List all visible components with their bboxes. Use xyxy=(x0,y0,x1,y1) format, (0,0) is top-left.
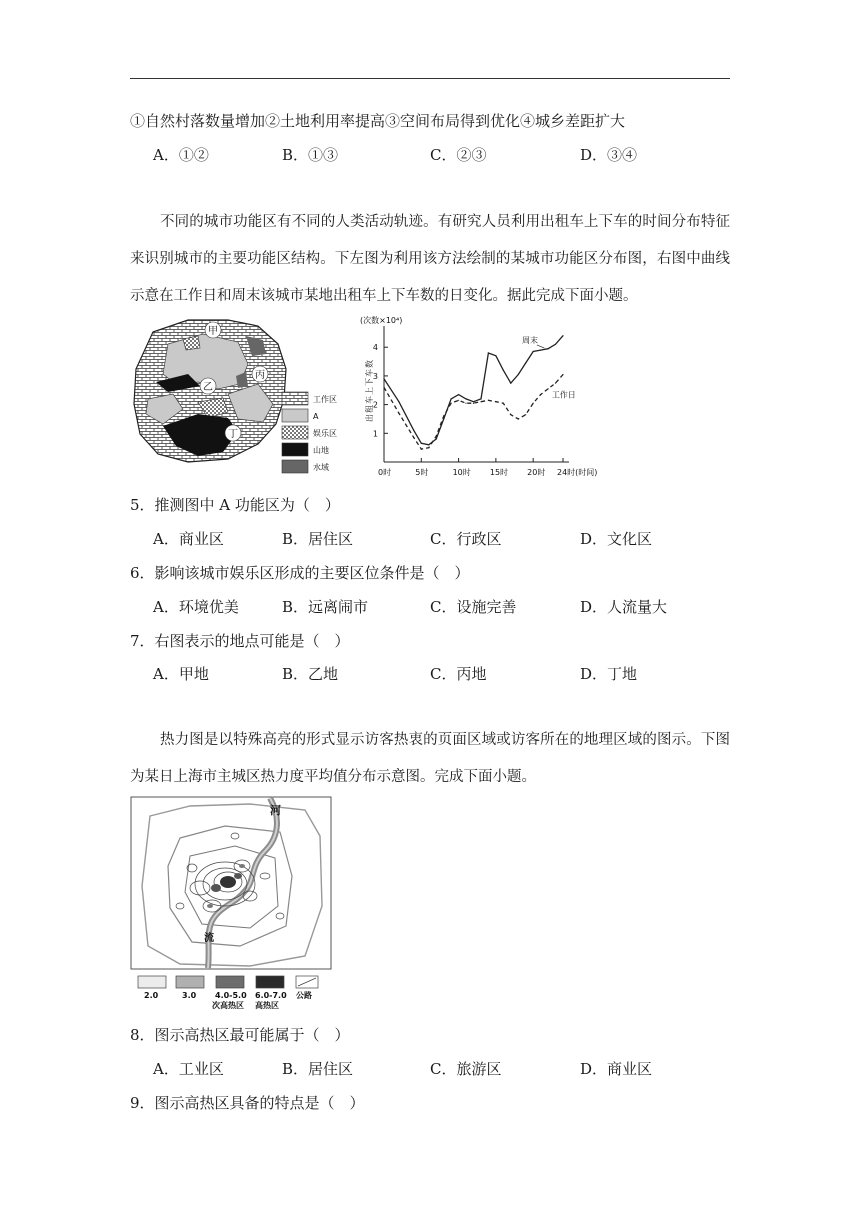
function-zone-map xyxy=(128,314,350,474)
q7-option-c[interactable]: C．丙地 xyxy=(430,665,487,683)
y-tick-label: 4 xyxy=(372,343,378,353)
legend-note-sub-high: 次高热区 xyxy=(212,1001,244,1010)
series-point xyxy=(525,362,526,363)
q4-option-d[interactable]: D．③④ xyxy=(580,146,638,164)
series-point xyxy=(413,430,414,431)
q7-option-d[interactable]: D．丁地 xyxy=(580,665,638,683)
series-line-weekend xyxy=(384,336,563,445)
series-point xyxy=(413,437,414,438)
series-point xyxy=(518,418,519,419)
legend-zone-a: A xyxy=(313,412,319,421)
shanghai-heat-map xyxy=(130,796,336,1010)
series-line-weekday xyxy=(384,375,563,450)
series-point xyxy=(480,401,481,402)
q5-option-a[interactable]: A．商业区 xyxy=(153,530,224,548)
q6-option-b[interactable]: B．远离闹市 xyxy=(282,598,369,616)
series-point xyxy=(488,400,489,401)
q4-option-a[interactable]: A．①② xyxy=(153,146,209,164)
series-point xyxy=(510,383,511,384)
legend-note-high: 高热区 xyxy=(255,1001,279,1010)
series-point xyxy=(555,344,556,345)
series-point xyxy=(480,398,481,399)
series-point xyxy=(428,444,429,445)
passage2-text: 热力图是以特殊高亮的形式显示访客热衷的页面区域或访客所在的地理区域的图示。下图为某日上海市主城区热力度平均值分布示意图。完成下面小题。 xyxy=(130,732,730,785)
q9-stem: 9．图示高热区具备的特点是（ ） xyxy=(130,1094,365,1112)
series-point xyxy=(436,436,437,437)
series-point xyxy=(488,352,489,353)
place-label-ding: 丁 xyxy=(228,429,238,440)
series-point xyxy=(548,348,549,349)
passage1-text: 不同的城市功能区有不同的人类活动轨迹。有研究人员利用出租车上下车的时间分布特征来识别城市的主要功能区结构。下左图为利用该方法绘制的某城市功能区分布图，右图中曲线示意在工作日和周末该城市某地出租车上下车数的日变化。据此完成下面小题。 xyxy=(130,214,730,304)
q7-stem: 7．右图表示的地点可能是（ ） xyxy=(130,632,350,650)
q6-option-d[interactable]: D．人流量大 xyxy=(580,598,668,616)
series-point xyxy=(495,401,496,402)
series-point xyxy=(383,387,384,388)
q8-option-d[interactable]: D．商业区 xyxy=(580,1060,653,1078)
q7-option-b[interactable]: B．乙地 xyxy=(282,665,339,683)
series-label-weekday: 工作日 xyxy=(551,390,576,400)
q6-option-a[interactable]: A．环境优美 xyxy=(153,598,239,616)
x-tick-label: 24时(时间) xyxy=(557,468,598,477)
series-point xyxy=(383,378,384,379)
y-tick-label: 1 xyxy=(372,429,378,439)
series-point xyxy=(451,403,452,404)
q8-option-c[interactable]: C．旅游区 xyxy=(430,1060,502,1078)
y-tick-label: 2 xyxy=(372,400,378,410)
series-point xyxy=(443,416,444,417)
series-point xyxy=(451,398,452,399)
q5-option-c[interactable]: C．行政区 xyxy=(430,530,502,548)
series-point xyxy=(473,403,474,404)
place-label-yi: 乙 xyxy=(203,382,213,393)
q8-option-b[interactable]: B．居住区 xyxy=(282,1060,354,1078)
series-label-leader xyxy=(537,345,544,348)
q8-stem: 8．图示高热区最可能属于（ ） xyxy=(130,1026,350,1044)
legend-4-5: 4.0-5.0 xyxy=(215,991,247,1000)
series-point xyxy=(398,413,399,414)
series-point xyxy=(458,400,459,401)
series-point xyxy=(533,403,534,404)
q8-option-a[interactable]: A．工业区 xyxy=(153,1060,224,1078)
taxi-line-chart xyxy=(358,312,620,478)
series-point xyxy=(562,335,563,336)
series-point xyxy=(458,394,459,395)
place-label-jia: 甲 xyxy=(208,326,218,337)
series-point xyxy=(518,374,519,375)
series-point xyxy=(465,398,466,399)
series-point xyxy=(540,350,541,351)
x-tick-label: 0时 xyxy=(378,468,392,477)
q5-option-d[interactable]: D．文化区 xyxy=(580,530,653,548)
legend-road: 公路 xyxy=(296,991,312,1000)
series-point xyxy=(503,403,504,404)
legend-6-7: 6.0-7.0 xyxy=(255,991,287,1000)
q4-statement: ①自然村落数量增加②土地利用率提高③空间布局得到优化④城乡差距扩大 xyxy=(130,112,626,130)
legend-2: 2.0 xyxy=(144,991,159,1000)
legend-mountain: 山地 xyxy=(313,446,329,455)
q7-option-a[interactable]: A．甲地 xyxy=(153,665,209,683)
river-label-liu: 流 xyxy=(204,933,214,944)
x-tick-label: 5时 xyxy=(415,468,429,477)
series-point xyxy=(540,394,541,395)
series-point xyxy=(421,443,422,444)
legend-work-zone: 工作区 xyxy=(313,395,337,404)
series-point xyxy=(465,403,466,404)
y-axis-unit: (次数×10⁴) xyxy=(360,316,403,325)
series-point xyxy=(533,351,534,352)
series-point xyxy=(421,449,422,450)
place-label-bing: 丙 xyxy=(255,370,265,381)
series-point xyxy=(525,414,526,415)
legend-water: 水域 xyxy=(313,463,329,472)
series-point xyxy=(548,388,549,389)
series-point xyxy=(473,401,474,402)
river-label-he: 河 xyxy=(270,804,281,817)
header-rule xyxy=(130,78,730,79)
series-label-weekend: 周末 xyxy=(521,335,538,345)
q4-option-b[interactable]: B．①③ xyxy=(282,146,339,164)
q5-option-b[interactable]: B．居住区 xyxy=(282,530,354,548)
q6-stem: 6．影响该城市娱乐区形成的主要区位条件是（ ） xyxy=(130,564,470,582)
q6-option-c[interactable]: C．设施完善 xyxy=(430,598,517,616)
y-tick-label: 3 xyxy=(372,371,378,381)
series-point xyxy=(562,374,563,375)
series-point xyxy=(510,414,511,415)
series-point xyxy=(436,438,437,439)
legend-3: 3.0 xyxy=(182,991,197,1000)
series-point xyxy=(428,447,429,448)
q4-option-c[interactable]: C．②③ xyxy=(430,146,487,164)
series-point xyxy=(398,401,399,402)
x-tick-label: 10时 xyxy=(452,468,471,477)
x-tick-label: 20时 xyxy=(527,468,546,477)
series-point xyxy=(495,355,496,356)
y-axis-label: 出租车上下车数 xyxy=(365,359,374,422)
legend-entertainment-zone: 娱乐区 xyxy=(313,429,337,438)
q5-stem: 5．推测图中 A 功能区为（ ） xyxy=(130,496,340,514)
series-point xyxy=(555,383,556,384)
series-point xyxy=(503,370,504,371)
x-tick-label: 15时 xyxy=(489,468,509,477)
